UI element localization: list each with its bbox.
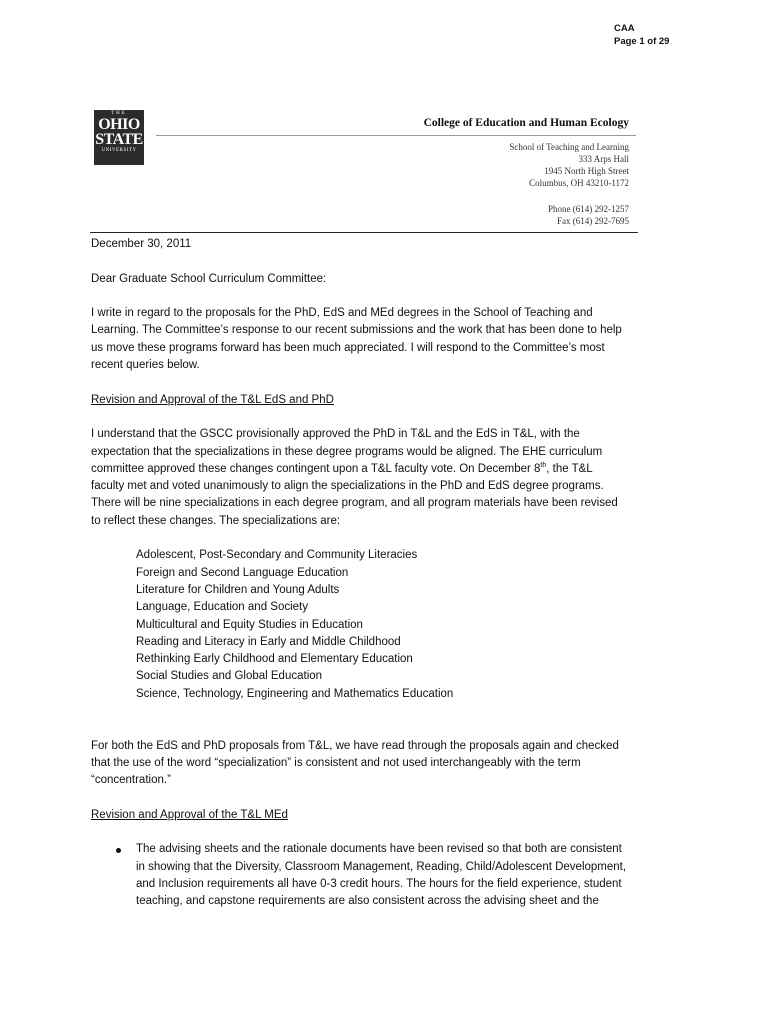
address-line: 333 Arps Hall [578, 154, 629, 164]
logo-the: THE [111, 111, 127, 116]
list-item: Language, Education and Society [136, 601, 308, 614]
list-item: Foreign and Second Language Education [136, 566, 349, 579]
letter-date: December 30, 2011 [91, 238, 192, 250]
section-heading-med: Revision and Approval of the T&L MEd [91, 808, 288, 821]
list-item: Literature for Children and Young Adults [136, 583, 340, 596]
college-name: College of Education and Human Ecology [423, 117, 629, 129]
text-line: I write in regard to the proposals for the PhD, EdS and MEd degrees in the School of Teaching and [91, 307, 593, 320]
consistency-paragraph [91, 738, 691, 790]
letterhead-rule [156, 135, 636, 136]
address-line: School of Teaching and Learning [509, 142, 629, 152]
text-line: Learning. The Committee’s response to our recent submissions and the work that has been done to help [91, 324, 622, 337]
specializations-list [91, 547, 691, 703]
intro-paragraph [91, 305, 691, 374]
section-heading-eds-phd: Revision and Approval of the T&L EdS and PhD [91, 393, 334, 406]
page-header [614, 22, 669, 48]
school-address [509, 141, 629, 189]
specialization-paragraph [91, 426, 691, 530]
text-line: expectation that the specializations in these degree programs would be aligned. The EHE curriculum [91, 445, 603, 458]
address-line: 1945 North High Street [544, 166, 629, 176]
list-item: Social Studies and Global Education [136, 670, 323, 683]
med-bullet-list [91, 841, 691, 910]
logo-ohio: OHIO [98, 116, 140, 133]
text-line: and Inclusion requirements all have 0-3 credit hours. The hours for the field experience, student [136, 877, 622, 890]
phone-number: Phone (614) 292-1257 [548, 204, 629, 214]
text-line: There will be nine specializations in each degree program, and all program materials have been revised [91, 497, 618, 510]
text-line: For both the EdS and PhD proposals from T&L, we have read through the proposals again and checked [91, 739, 619, 752]
text-line: The advising sheets and the rationale documents have been revised so that both are consistent [136, 843, 622, 856]
contact-info [548, 203, 629, 227]
list-item: Science, Technology, Engineering and Mathematics Education [136, 687, 454, 700]
text-line: us move these programs forward has been much appreciated. I will respond to the Committee’s most [91, 341, 605, 354]
text-line: that the use of the word “specialization” is consistent and not used interchangeably with the term [91, 756, 581, 769]
list-item: Adolescent, Post-Secondary and Community Literacies [136, 549, 418, 562]
text-line: “concentration.” [91, 774, 171, 787]
document-code: CAA [614, 23, 635, 34]
text-line: teaching, and capstone requirements are also consistent across the advising sheet and the [136, 895, 599, 908]
salutation: Dear Graduate School Curriculum Committee: [91, 272, 327, 285]
text-line: recent queries below. [91, 359, 200, 372]
logo-university: UNIVERSITY [101, 148, 137, 153]
fax-number: Fax (614) 292-7695 [557, 216, 629, 226]
list-item: Multicultural and Equity Studies in Education [136, 618, 363, 631]
university-logo [94, 110, 144, 165]
text-line: I understand that the GSCC provisionally approved the PhD in T&L and the EdS in T&L, with the [91, 428, 580, 441]
text-line: committee approved these changes contingent upon a T&L faculty vote. On December 8th, the T&L [91, 462, 593, 475]
letter-body [91, 236, 691, 911]
logo-state: STATE [95, 131, 143, 148]
page-number: Page 1 of 29 [614, 36, 670, 47]
list-item [136, 841, 691, 910]
list-item: Rethinking Early Childhood and Elementary Education [136, 653, 413, 666]
text-line: faculty met and voted unanimously to align the specializations in the PhD and EdS degree programs. [91, 480, 604, 493]
text-line: to reflect these changes. The specializations are: [91, 514, 341, 527]
address-line: Columbus, OH 43210-1172 [529, 178, 629, 188]
text-line: in showing that the Diversity, Classroom Management, Reading, Child/Adolescent Development, [136, 860, 627, 873]
letterhead-divider [90, 232, 638, 233]
list-item: Reading and Literacy in Early and Middle Childhood [136, 635, 401, 648]
